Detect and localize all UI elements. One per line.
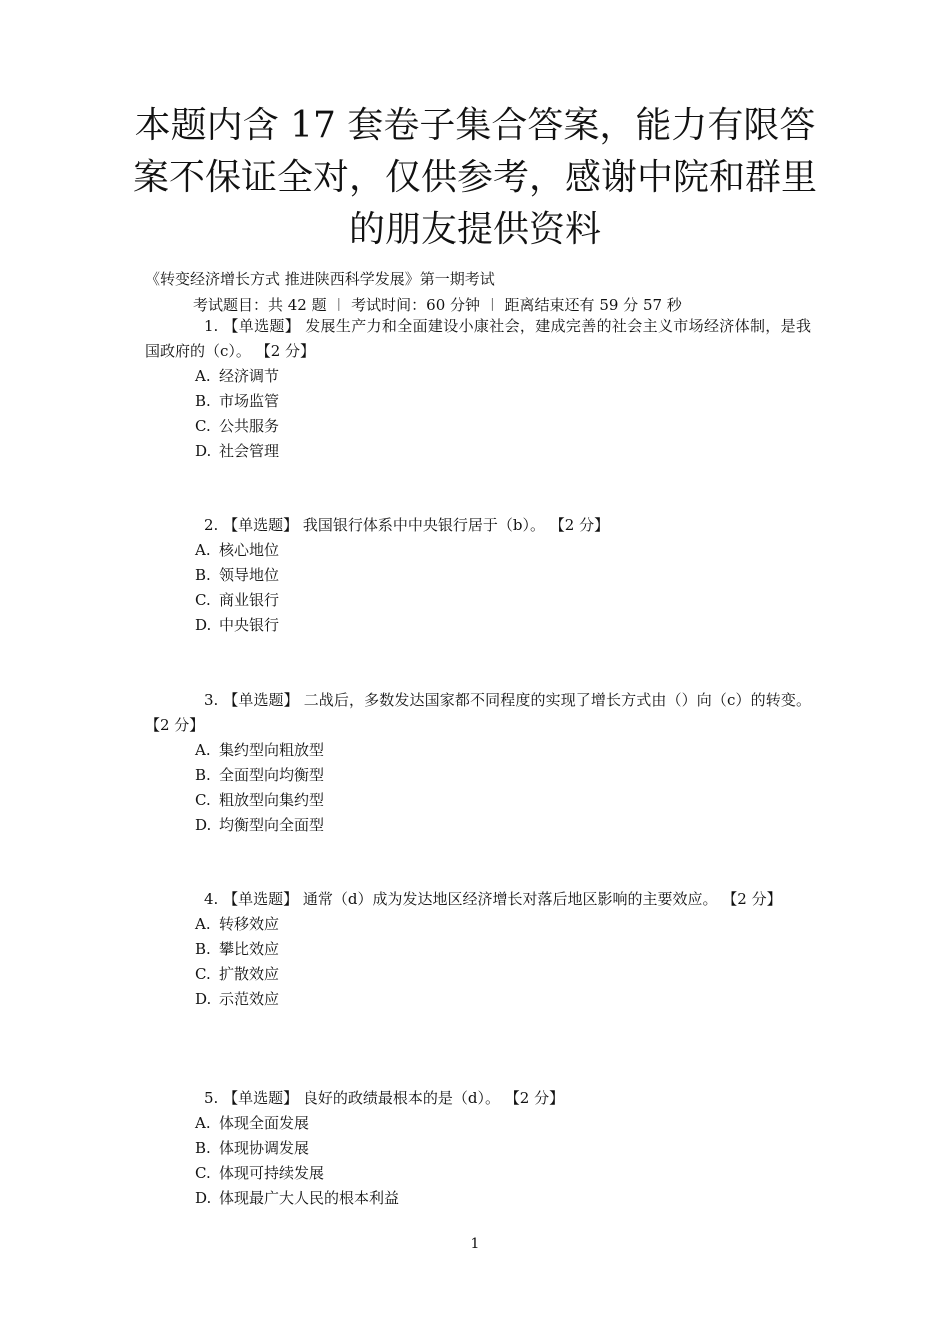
option-text: 粗放型向集约型 [219,791,325,809]
exam-title: 《转变经济增长方式 推进陕西科学发展》第一期考试 [145,270,495,288]
question-score: 【2 分】 [255,342,315,360]
question-text [145,688,811,738]
option-letter: B. [195,566,211,584]
question-body: 良好的政绩最根本的是（d）。 [302,1089,500,1107]
option-letter: A. [195,541,211,559]
option-d[interactable] [195,987,811,1012]
option-letter: C. [195,791,211,809]
option-text: 体现最广大人民的根本利益 [219,1189,400,1207]
question-type: 【单选题】 [223,317,301,335]
title-line-2: 案不保证全对，仅供参考，感谢中院和群里 [132,157,817,198]
question-text [145,513,811,538]
option-letter: A. [195,367,211,385]
option-letter: C. [195,965,211,983]
option-b[interactable] [195,763,811,788]
option-a[interactable] [195,1111,811,1136]
question-text [145,314,811,364]
option-letter: C. [195,417,211,435]
option-c[interactable] [195,1161,811,1186]
title-line-3: 的朋友提供资料 [348,209,601,250]
option-text: 核心地位 [219,541,280,559]
question-number: 5. [204,1089,219,1107]
question-score: 【2 分】 [504,1089,565,1107]
question-type: 【单选题】 [223,890,299,908]
option-letter: D. [195,990,212,1008]
question-number: 1. [204,317,219,335]
question-number: 3. [204,691,219,709]
document-title [130,100,820,256]
option-list [145,538,811,638]
option-a[interactable] [195,738,811,763]
page-number: 1 [470,1236,480,1252]
option-a[interactable] [195,364,811,389]
option-letter: C. [195,591,211,609]
option-letter: B. [195,1139,211,1157]
question-1 [145,314,811,464]
option-c[interactable] [195,788,811,813]
option-text: 全面型向均衡型 [219,766,325,784]
option-text: 均衡型向全面型 [219,816,325,834]
question-score: 【2 分】 [549,516,610,534]
option-text: 体现全面发展 [219,1114,310,1132]
option-text: 商业银行 [219,591,280,609]
option-list [145,1111,811,1211]
option-a[interactable] [195,912,811,937]
option-letter: B. [195,392,211,410]
question-3 [145,688,811,838]
option-list [145,364,811,464]
question-text [145,1086,811,1111]
exam-info: 考试题目：共 42 题 ︱ 考试时间：60 分钟 ︱ 距离结束还有 59 分 57 秒 [193,296,682,314]
option-b[interactable] [195,389,811,414]
option-b[interactable] [195,563,811,588]
option-text: 扩散效应 [219,965,280,983]
option-text: 社会管理 [219,442,280,460]
option-list [145,738,811,838]
question-4 [145,887,811,1012]
question-score: 【2 分】 [722,890,782,908]
question-type: 【单选题】 [223,1089,299,1107]
question-5 [145,1086,811,1211]
option-text: 集约型向粗放型 [219,741,325,759]
option-d[interactable] [195,613,811,638]
question-body: 二战后，多数发达国家都不同程度的实现了增长方式由（）向（c）的转变。 [303,691,811,709]
option-text: 市场监管 [219,392,280,410]
option-c[interactable] [195,414,811,439]
option-letter: B. [195,766,211,784]
option-c[interactable] [195,962,811,987]
question-body: 发展生产力和全面建设小康社会，建成完善的社会主义市场经济体制，是我国政府的（c）。 [145,317,811,360]
option-letter: A. [195,915,211,933]
option-d[interactable] [195,813,811,838]
question-type: 【单选题】 [223,691,299,709]
option-text: 公共服务 [219,417,280,435]
option-letter: D. [195,816,212,834]
option-letter: D. [195,616,212,634]
question-2 [145,513,811,638]
option-letter: A. [195,1114,211,1132]
option-text: 经济调节 [219,367,280,385]
option-list [145,912,811,1012]
option-text: 攀比效应 [219,940,280,958]
option-b[interactable] [195,937,811,962]
option-text: 中央银行 [219,616,280,634]
question-type: 【单选题】 [223,516,299,534]
option-text: 示范效应 [219,990,280,1008]
option-text: 转移效应 [219,915,280,933]
option-letter: A. [195,741,211,759]
question-number: 4. [204,890,219,908]
question-score: 【2 分】 [145,716,205,734]
option-a[interactable] [195,538,811,563]
question-number: 2. [204,516,219,534]
option-letter: D. [195,442,212,460]
question-body: 我国银行体系中中央银行居于（b）。 [302,516,545,534]
question-text [145,887,811,912]
option-text: 领导地位 [219,566,280,584]
option-d[interactable] [195,1186,811,1211]
option-c[interactable] [195,588,811,613]
title-line-1: 本题内含 17 套卷子集合答案，能力有限答 [134,105,816,146]
option-b[interactable] [195,1136,811,1161]
option-text: 体现协调发展 [219,1139,310,1157]
option-letter: B. [195,940,211,958]
option-letter: D. [195,1189,212,1207]
question-body: 通常（d）成为发达地区经济增长对落后地区影响的主要效应。 [302,890,718,908]
option-text: 体现可持续发展 [219,1164,325,1182]
option-letter: C. [195,1164,211,1182]
option-d[interactable] [195,439,811,464]
